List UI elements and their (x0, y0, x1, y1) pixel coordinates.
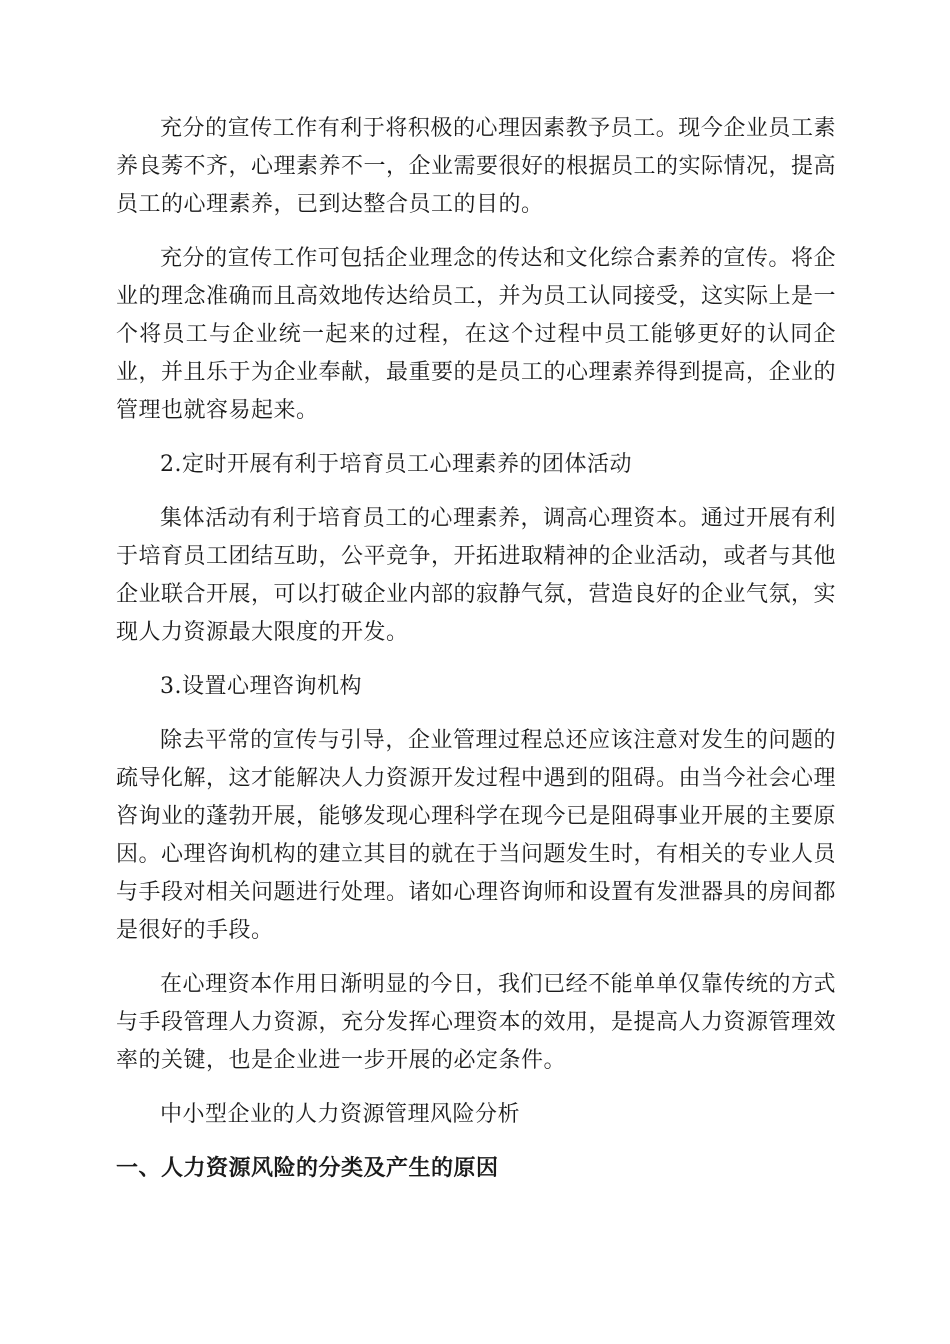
paragraph-counseling: 除去平常的宣传与引导，企业管理过程总还应该注意对发生的问题的疏导化解，这才能解决人力资源开发过程中遇到的阻碍。由当今社会心理咨询业的蓬勃开展，能够发现心理科学在现今已是阻碍事业开展的主要原因。心理咨询机构的建立其目的就在于当问题发生时，有相关的专业人员与手段对相关问题进行处理。诸如心理咨询师和设置有发泄器具的房间都是很好的手段。 (116, 728, 837, 943)
subheading-team-activities: 2.定时开展有利于培育员工心理素养的团体活动 (160, 452, 632, 477)
paragraph-publicity-benefit: 充分的宣传工作有利于将积极的心理因素教予员工。现今企业员工素养良莠不齐，心理素养不一，企业需要很好的根据员工的实际情况，提高员工的心理素养，已到达整合员工的目的。 (116, 116, 837, 217)
paragraph-team-activities: 集体活动有利于培育员工的心理素养，调高心理资本。通过开展有利于培育员工团结互助，公平竞争，开拓进取精神的企业活动，或者与其他企业联合开展，可以打破企业内部的寂静气氛，营造良好的企业气氛，实现人力资源最大限度的开发。 (116, 506, 837, 645)
paragraph-conclusion: 在心理资本作用日渐明显的今日，我们已经不能单单仅靠传统的方式与手段管理人力资源，充分发挥心理资本的效用，是提高人力资源管理效率的关键，也是企业进一步开展的必定条件。 (116, 972, 837, 1073)
paragraph-publicity-content: 充分的宣传工作可包括企业理念的传达和文化综合素养的宣传。将企业的理念准确而且高效地传达给员工，并为员工认同接受，这实际上是一个将员工与企业统一起来的过程，在这个过程中员工能够更好的认同企业，并且乐于为企业奉献，最重要的是员工的心理素养得到提高，企业的管理也就容易起来。 (116, 246, 837, 423)
subheading-counseling: 3.设置心理咨询机构 (160, 674, 362, 699)
section-heading-one: 一、人力资源风险的分类及产生的原因 (116, 1156, 499, 1181)
document-page (116, 110, 836, 1204)
article-title: 中小型企业的人力资源管理风险分析 (160, 1102, 521, 1127)
